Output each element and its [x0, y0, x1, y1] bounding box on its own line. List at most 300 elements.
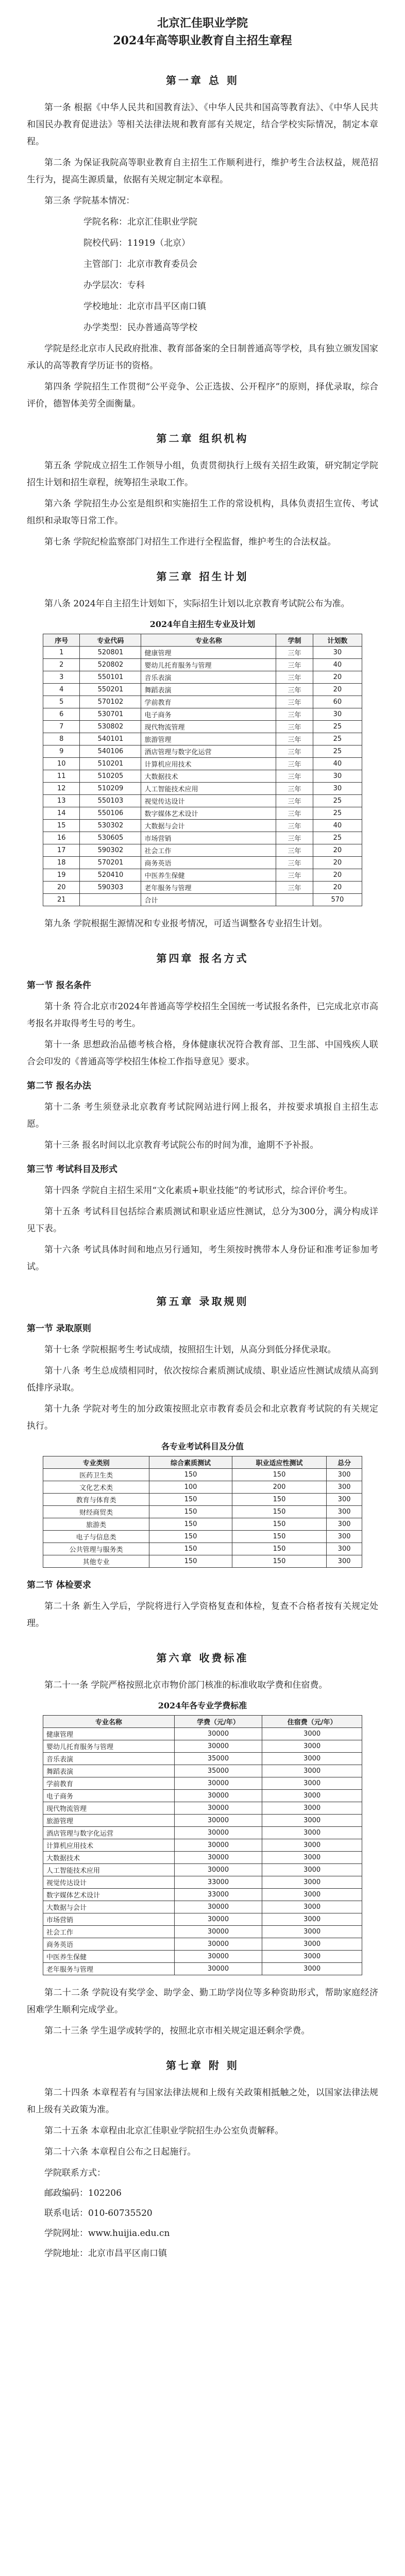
table-cell: 商务英语: [43, 1938, 175, 1951]
table-cell: 300: [327, 1469, 362, 1481]
table-cell: 300: [327, 1506, 362, 1518]
table-cell: 150: [149, 1494, 232, 1506]
table-cell: 40: [313, 820, 362, 832]
table-header-cell: 住宿费（元/年）: [262, 1716, 362, 1728]
table-cell: 医药卫生类: [43, 1469, 149, 1481]
table-cell: 540101: [80, 733, 141, 745]
table-cell: 30: [313, 783, 362, 795]
table-cell: 33000: [174, 1889, 262, 1901]
article-3-intro: 第三条 学院基本情况：: [44, 196, 135, 206]
table-cell: 30000: [174, 1802, 262, 1815]
article-14: 第十四条 学院自主招生采用“文化素质+职业技能”的考试形式，综合评价考生。: [44, 1185, 353, 1196]
table-cell: 300: [327, 1481, 362, 1494]
table-cell: 30000: [174, 1963, 262, 1975]
table-row: [43, 1901, 362, 1913]
table-cell: 学前教育: [141, 696, 276, 708]
table-cell: 25: [313, 721, 362, 733]
table-row: [43, 820, 362, 832]
table-cell: 3000: [262, 1864, 362, 1876]
table-cell: 8: [43, 733, 80, 745]
table-cell: 中医养生保健: [43, 1951, 175, 1963]
table-cell: 30000: [174, 1938, 262, 1951]
school-info-item: 办学层次：专科: [83, 280, 145, 291]
table-cell: 3000: [262, 1753, 362, 1765]
table-row: [43, 1963, 362, 1975]
table-cell: 社会工作: [43, 1926, 175, 1938]
article-1: 第一条 根据《中华人民共和国教育法》、《中华人民共和国高等教育法》、《中华人民共和国民办教育促进法》等相关法律法规和教育部有关规定，结合学校实际情况，制定本章程。: [27, 103, 378, 147]
table-row: [43, 807, 362, 820]
table-cell: 60: [313, 696, 362, 708]
table-row: [43, 1481, 362, 1494]
table-cell: 3000: [262, 1951, 362, 1963]
table-cell: 健康管理: [43, 1728, 175, 1740]
contact-intro: 学院联系方式：: [44, 2168, 106, 2178]
table-row: [43, 1938, 362, 1951]
table-header-cell: 职业适应性测试: [232, 1456, 326, 1469]
table-cell: 大数据与会计: [43, 1901, 175, 1913]
table-cell: 150: [149, 1506, 232, 1518]
table-cell: 三年: [276, 857, 313, 869]
table-row: [43, 1506, 362, 1518]
table-cell: 7: [43, 721, 80, 733]
chapter-heading-6: 第六章 收费标准: [156, 1652, 249, 1664]
table-cell: 16: [43, 832, 80, 844]
table-cell: 300: [327, 1494, 362, 1506]
table-cell: 其他专业: [43, 1555, 149, 1568]
table-cell: 30000: [174, 1740, 262, 1753]
contact-postcode: 邮政编码：102206: [44, 2188, 122, 2198]
table-cell: 三年: [276, 869, 313, 882]
table-row: [43, 869, 362, 882]
table-cell: 150: [149, 1531, 232, 1543]
table-cell: 150: [232, 1506, 326, 1518]
table-cell: 25: [313, 807, 362, 820]
table-cell: 旅游类: [43, 1518, 149, 1531]
contact-phone: 联系电话：010-60735520: [44, 2208, 153, 2218]
article-16: 第十六条 考试具体时间和地点另行通知，考生须按时携带本人身份证和准考证参加考试。: [27, 1245, 378, 1272]
article-9: 第九条 学院根据生源情况和专业报考情况，可适当调整各专业招生计划。: [44, 919, 328, 929]
table-row: [43, 1864, 362, 1876]
school-info-item: 办学类型：民办普通高等学校: [83, 323, 197, 333]
table-cell: 150: [232, 1469, 326, 1481]
article-5: 第五条 学院成立招生工作领导小组，负责贯彻执行上级有关招生政策，研究制定学院招生计划和招生章程，统筹招生录取工作。: [27, 461, 378, 488]
table-row: [43, 708, 362, 721]
table-cell: 3000: [262, 1901, 362, 1913]
fee-table-caption: 2024年各专业学费标准: [158, 1701, 247, 1710]
table-cell: 550201: [80, 684, 141, 696]
table-cell: 计算机应用技术: [43, 1839, 175, 1852]
table-cell: 20: [313, 844, 362, 857]
table-cell: 300: [327, 1518, 362, 1531]
school-info-item: 学院名称：北京汇佳职业学院: [83, 217, 197, 227]
table-cell: 13: [43, 795, 80, 807]
table-cell: 大数据技术: [43, 1852, 175, 1864]
table-cell: 150: [149, 1469, 232, 1481]
table-row: [43, 1926, 362, 1938]
article-22: 第二十二条 学院设有奖学金、助学金、勤工助学岗位等多种资助形式，帮助家庭经济困难学生顺利完成学业。: [27, 1988, 378, 2015]
table-cell: 9: [43, 745, 80, 758]
table-cell: 30000: [174, 1827, 262, 1839]
article-11: 第十一条 思想政治品德考核合格，身体健康状况符合教育部、卫生部、中国残疾人联合会印发的《普通高等学校招生体检工作指导意见》要求。: [27, 1040, 378, 1067]
table-cell: 30000: [174, 1777, 262, 1790]
article-7: 第七条 学院纪检监察部门对招生工作进行全程监督，维护考生的合法权益。: [44, 537, 336, 547]
table-cell: 20: [313, 857, 362, 869]
article-6: 第六条 学院招生办公室是组织和实施招生工作的常设机构，具体负责招生宣传、考试组织和录取等日常工作。: [27, 499, 378, 526]
table-header-cell: 专业名称: [141, 634, 276, 647]
article-12: 第十二条 考生须登录北京教育考试院网站进行网上报名，并按要求填报自主招生志愿。: [27, 1102, 378, 1129]
table-cell: 510201: [80, 758, 141, 770]
chapter-heading-1: 第一章 总 则: [166, 74, 239, 87]
table-cell: 舞蹈表演: [141, 684, 276, 696]
table-cell: 5: [43, 696, 80, 708]
table-cell: 三年: [276, 745, 313, 758]
table-row: [43, 894, 362, 906]
table-cell: 三年: [276, 783, 313, 795]
table-cell: 音乐表演: [141, 671, 276, 684]
table-cell: 12: [43, 783, 80, 795]
table-cell: 14: [43, 807, 80, 820]
section-heading: 第二节 报名办法: [27, 1081, 91, 1091]
table-cell: 3000: [262, 1765, 362, 1777]
school-info-item: 主管部门：北京市教育委员会: [83, 259, 197, 269]
table-cell: 电子与信息类: [43, 1531, 149, 1543]
table-header-cell: 学制: [276, 634, 313, 647]
article-4: 第四条 学院招生工作贯彻“公平竞争、公正选拔、公开程序”的原则，择优录取，综合评价，德智体美劳全面衡量。: [27, 382, 378, 409]
table-cell: 530701: [80, 708, 141, 721]
contact-address: 学院地址：北京市昌平区南口镇: [44, 2248, 167, 2259]
table-cell: 30000: [174, 1913, 262, 1926]
table-row: [43, 1913, 362, 1926]
table-row: [43, 1555, 362, 1568]
table-cell: 30: [313, 647, 362, 659]
article-3-note: 学院是经北京市人民政府批准、教育部备案的全日制普通高等学校，具有独立颁发国家承认的高等教育学历证书的资格。: [27, 344, 378, 371]
table-cell: 公共管理与服务类: [43, 1543, 149, 1555]
table-cell: 三年: [276, 770, 313, 783]
table-cell: 老年服务与管理: [43, 1963, 175, 1975]
table-row: [43, 1951, 362, 1963]
table-cell: 200: [232, 1481, 326, 1494]
table-cell: 30000: [174, 1839, 262, 1852]
table-cell: 570201: [80, 857, 141, 869]
table-header-cell: 总分: [327, 1456, 362, 1469]
table-cell: 40: [313, 659, 362, 671]
table-cell: 520410: [80, 869, 141, 882]
table-row: [43, 1728, 362, 1740]
table-cell: 三年: [276, 882, 313, 894]
table-row: [43, 770, 362, 783]
table-cell: 30000: [174, 1951, 262, 1963]
article-23: 第二十三条 学生退学或转学的，按照北京市相关规定退还剩余学费。: [44, 2026, 310, 2036]
table-row: [43, 832, 362, 844]
table-cell: 30000: [174, 1901, 262, 1913]
table-row: [43, 1790, 362, 1802]
table-row: [43, 1543, 362, 1555]
table-row: [43, 882, 362, 894]
table-cell: 音乐表演: [43, 1753, 175, 1765]
table-cell: 酒店管理与数字化运营: [43, 1827, 175, 1839]
table-cell: 40: [313, 758, 362, 770]
table-row: [43, 671, 362, 684]
article-25: 第二十五条 本章程由北京汇佳职业学院招生办公室负责解释。: [44, 2126, 284, 2136]
table-row: [43, 721, 362, 733]
table-cell: [276, 894, 313, 906]
table-cell: 550103: [80, 795, 141, 807]
article-24: 第二十四条 本章程若有与国家法律法规和上级有关政策相抵触之处，以国家法律法规和上级有关政策为准。: [27, 2088, 378, 2115]
table-cell: 2: [43, 659, 80, 671]
table-cell: 550101: [80, 671, 141, 684]
school-info-item: 学校地址：北京市昌平区南口镇: [83, 301, 206, 312]
table-header-cell: 专业代码: [80, 634, 141, 647]
table-cell: 三年: [276, 647, 313, 659]
table-cell: 15: [43, 820, 80, 832]
article-8: 第八条 2024年自主招生计划如下，实际招生计划以北京教育考试院公布为准。: [44, 599, 350, 609]
table-row: [43, 684, 362, 696]
table-cell: 25: [313, 795, 362, 807]
table-header-row: [43, 1716, 362, 1728]
table-row: [43, 758, 362, 770]
table-cell: 30000: [174, 1852, 262, 1864]
table-cell: 300: [327, 1543, 362, 1555]
table-row: [43, 659, 362, 671]
table-row: [43, 1876, 362, 1889]
table-row: [43, 1494, 362, 1506]
article-18: 第十八条 考生总成绩相同时，依次按综合素质测试成绩、职业适应性测试成绩从高到低排序录取。: [27, 1366, 378, 1393]
table-cell: 三年: [276, 684, 313, 696]
table-cell: 3000: [262, 1777, 362, 1790]
table-cell: 计算机应用技术: [141, 758, 276, 770]
table-cell: 社会工作: [141, 844, 276, 857]
table-cell: 30: [313, 770, 362, 783]
table-cell: 文化艺术类: [43, 1481, 149, 1494]
table-cell: 300: [327, 1531, 362, 1543]
table-cell: 人工智能技术应用: [43, 1864, 175, 1876]
table-row: [43, 745, 362, 758]
table-cell: 三年: [276, 832, 313, 844]
table-cell: 20: [313, 671, 362, 684]
table-cell: 19: [43, 869, 80, 882]
table-cell: 人工智能技术应用: [141, 783, 276, 795]
table-cell: 590303: [80, 882, 141, 894]
table-row: [43, 1827, 362, 1839]
table-cell: 三年: [276, 758, 313, 770]
table-cell: 舞蹈表演: [43, 1765, 175, 1777]
table-header-cell: 专业类别: [43, 1456, 149, 1469]
table-cell: 商务英语: [141, 857, 276, 869]
score-table-caption: 各专业考试科目及分值: [161, 1442, 244, 1451]
table-cell: 三年: [276, 708, 313, 721]
table-cell: 健康管理: [141, 647, 276, 659]
table-cell: 视觉传达设计: [43, 1876, 175, 1889]
table-row: [43, 844, 362, 857]
table-row: [43, 1802, 362, 1815]
table-cell: 3000: [262, 1938, 362, 1951]
plan-table-caption: 2024年自主招生专业及计划: [149, 619, 256, 629]
table-cell: 数字媒体艺术设计: [141, 807, 276, 820]
table-row: [43, 1777, 362, 1790]
table-cell: 3000: [262, 1740, 362, 1753]
table-cell: 20: [313, 882, 362, 894]
table-cell: 婴幼儿托育服务与管理: [141, 659, 276, 671]
table-row: [43, 1889, 362, 1901]
document-title-line2: 2024年高等职业教育自主招生章程: [113, 34, 292, 47]
table-cell: 510209: [80, 783, 141, 795]
article-10: 第十条 符合北京市2024年普通高等学校招生全国统一考试报名条件，已完成北京市高考报名并取得考生号的考生。: [27, 1002, 378, 1029]
chapter-heading-3: 第三章 招生计划: [156, 570, 249, 583]
article-2: 第二条 为保证我院高等职业教育自主招生工作顺利进行，维护考生合法权益，规范招生行为，提高生源质量，依据有关规定制定本章程。: [27, 158, 378, 185]
table-cell: 三年: [276, 795, 313, 807]
table-cell: 3000: [262, 1963, 362, 1975]
table-cell: 21: [43, 894, 80, 906]
table-cell: 3000: [262, 1839, 362, 1852]
table-cell: 老年服务与管理: [141, 882, 276, 894]
table-cell: 10: [43, 758, 80, 770]
table-row: [43, 733, 362, 745]
table-row: [43, 1765, 362, 1777]
table-cell: 520801: [80, 647, 141, 659]
enrollment-plan-table: [43, 634, 362, 906]
table-row: [43, 857, 362, 869]
table-row: [43, 1839, 362, 1852]
table-cell: 530605: [80, 832, 141, 844]
table-cell: 30000: [174, 1815, 262, 1827]
table-cell: 30000: [174, 1790, 262, 1802]
table-cell: [80, 894, 141, 906]
table-header-cell: 序号: [43, 634, 80, 647]
table-cell: 3000: [262, 1827, 362, 1839]
table-header-cell: 学费（元/年）: [174, 1716, 262, 1728]
article-13: 第十三条 报名时间以北京教育考试院公布的时间为准，逾期不予补报。: [44, 1140, 319, 1150]
table-cell: 三年: [276, 820, 313, 832]
table-cell: 婴幼儿托育服务与管理: [43, 1740, 175, 1753]
table-cell: 520802: [80, 659, 141, 671]
table-cell: 25: [313, 832, 362, 844]
tuition-fee-table: [43, 1715, 362, 1975]
table-cell: 30: [313, 708, 362, 721]
table-cell: 电子商务: [141, 708, 276, 721]
table-cell: 3000: [262, 1815, 362, 1827]
table-cell: 大数据与会计: [141, 820, 276, 832]
table-cell: 20: [43, 882, 80, 894]
table-cell: 3000: [262, 1728, 362, 1740]
table-cell: 1: [43, 647, 80, 659]
chapter-heading-5: 第五章 录取规则: [156, 1295, 249, 1308]
table-cell: 4: [43, 684, 80, 696]
table-cell: 酒店管理与数字化运营: [141, 745, 276, 758]
table-cell: 三年: [276, 733, 313, 745]
table-cell: 中医养生保健: [141, 869, 276, 882]
table-cell: 18: [43, 857, 80, 869]
table-row: [43, 1852, 362, 1864]
table-row: [43, 1518, 362, 1531]
table-cell: 510205: [80, 770, 141, 783]
table-cell: 150: [149, 1518, 232, 1531]
table-cell: 300: [327, 1555, 362, 1568]
table-cell: 11: [43, 770, 80, 783]
table-cell: 视觉传达设计: [141, 795, 276, 807]
chapter-heading-4: 第四章 报名方式: [156, 952, 249, 964]
table-row: [43, 1469, 362, 1481]
table-cell: 3000: [262, 1876, 362, 1889]
table-cell: 3000: [262, 1852, 362, 1864]
document-title-line1: 北京汇佳职业学院: [157, 16, 248, 30]
table-cell: 30000: [174, 1728, 262, 1740]
table-cell: 6: [43, 708, 80, 721]
article-20: 第二十条 新生入学后，学院将进行入学资格复查和体检，复查不合格者按有关规定处理。: [27, 1601, 378, 1629]
table-cell: 学前教育: [43, 1777, 175, 1790]
table-cell: 25: [313, 733, 362, 745]
table-header-cell: 综合素质测试: [149, 1456, 232, 1469]
table-cell: 三年: [276, 721, 313, 733]
article-19: 第十九条 学院对考生的加分政策按照北京市教育委员会和北京教育考试院的有关规定执行。: [27, 1404, 378, 1431]
article-21: 第二十一条 学院严格按照北京市物价部门核准的标准收取学费和住宿费。: [44, 1680, 328, 1690]
table-cell: 150: [232, 1531, 326, 1543]
contact-website[interactable]: 学院网址：www.huijia.edu.cn: [44, 2228, 170, 2239]
table-row: [43, 1531, 362, 1543]
table-cell: 150: [232, 1494, 326, 1506]
table-cell: 3000: [262, 1790, 362, 1802]
table-row: [43, 783, 362, 795]
table-cell: 3000: [262, 1913, 362, 1926]
table-cell: 大数据技术: [141, 770, 276, 783]
table-row: [43, 696, 362, 708]
section-heading: 第一节 报名条件: [27, 980, 91, 991]
table-cell: 530802: [80, 721, 141, 733]
table-cell: 三年: [276, 696, 313, 708]
table-header-cell: 专业名称: [43, 1716, 175, 1728]
exam-score-table: [43, 1456, 362, 1568]
table-row: [43, 795, 362, 807]
table-cell: 30000: [174, 1926, 262, 1938]
section-heading: 第三节 考试科目及形式: [27, 1164, 117, 1175]
table-row: [43, 1753, 362, 1765]
table-cell: 550106: [80, 807, 141, 820]
table-cell: 540106: [80, 745, 141, 758]
table-cell: 3000: [262, 1889, 362, 1901]
table-cell: 20: [313, 869, 362, 882]
article-26: 第二十六条 本章程自公布之日起施行。: [44, 2147, 196, 2157]
section-heading: 第二节 体检要求: [27, 1580, 91, 1590]
table-cell: 现代物流管理: [141, 721, 276, 733]
table-cell: 35000: [174, 1753, 262, 1765]
table-cell: 三年: [276, 844, 313, 857]
table-cell: 合计: [141, 894, 276, 906]
table-cell: 数字媒体艺术设计: [43, 1889, 175, 1901]
table-header-row: [43, 634, 362, 647]
table-cell: 三年: [276, 671, 313, 684]
table-cell: 现代物流管理: [43, 1802, 175, 1815]
table-cell: 3: [43, 671, 80, 684]
table-cell: 旅游管理: [43, 1815, 175, 1827]
table-cell: 17: [43, 844, 80, 857]
table-cell: 旅游管理: [141, 733, 276, 745]
table-cell: 150: [232, 1555, 326, 1568]
table-cell: 150: [232, 1543, 326, 1555]
table-cell: 150: [149, 1555, 232, 1568]
article-17: 第十七条 学院根据考生考试成绩，按照招生计划，从高分到低分择优录取。: [44, 1345, 336, 1355]
article-15: 第十五条 考试科目包括综合素质测试和职业适应性测试，总分为300分，满分构成详见下表。: [27, 1207, 378, 1234]
section-heading: 第一节 录取原则: [27, 1324, 91, 1334]
table-cell: 570: [313, 894, 362, 906]
table-header-row: [43, 1456, 362, 1469]
table-cell: 财经商贸类: [43, 1506, 149, 1518]
table-cell: 20: [313, 684, 362, 696]
table-row: [43, 1815, 362, 1827]
table-row: [43, 1740, 362, 1753]
table-header-cell: 计划数: [313, 634, 362, 647]
table-cell: 三年: [276, 659, 313, 671]
table-cell: 市场营销: [43, 1913, 175, 1926]
table-row: [43, 647, 362, 659]
